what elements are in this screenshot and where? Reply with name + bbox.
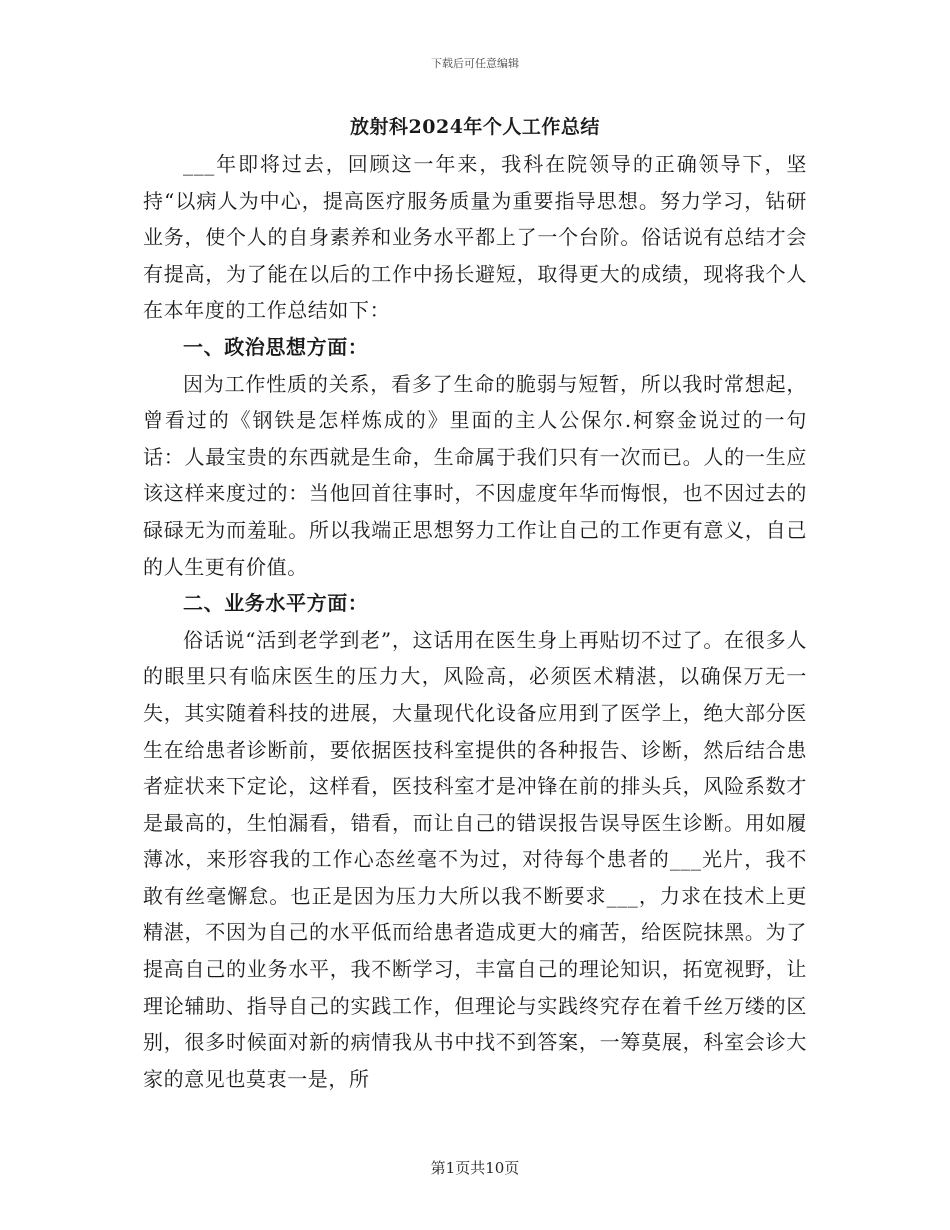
- page-indicator: 第1页共10页: [430, 1159, 520, 1177]
- header-note: 下载后可任意编辑: [431, 57, 519, 70]
- intro-paragraph: ___年即将过去，回顾这一年来，我科在院领导的正确领导下，坚持“以病人为中心，提高医疗服务质量为重要指导思想。努力学习，钻研业务，使个人的自身素养和业务水平都上了一个台阶。俗话说有总结才会有提高，为了能在以后的工作中扬长避短，取得更大的成绩，现将我个人在本年度的工作总结如下：: [143, 152, 807, 323]
- section-paragraph-professional: 俗话说“活到老学到老”，这话用在医生身上再贴切不过了。在很多人的眼里只有临床医生的压力大，风险高，必须医术精湛，以确保万无一失，其实随着科技的进展，大量现代化设备应用到了医学上，绝大部分医生在给患者诊断前，要依据医技科室提供的各种报告、诊断，然后结合患者症状来下定论，这样看，医技科室才是冲锋在前的排头兵，风险系数才是最高的，生怕漏看，错看，而让自己的错误报告误导医生诊断。用如履薄冰，来形容我的工作心态丝毫不为过，对待每个患者的___光片，我不敢有丝毫懈怠。也正是因为压力大所以我不断要求___，力求在技术上更精湛，不因为自己的水平低而给患者造成更大的痛苦，给医院抹黑。为了提高自己的业务水平，我不断学习，丰富自己的理论知识，拓宽视野，让理论辅助、指导自己的实践工作，但理论与实践终究存在着千丝万缕的区别，很多时候面对新的病情我从书中找不到答案，一筹莫展，科室会诊大家的意见也莫衷一是，所: [143, 627, 807, 1091]
- section-heading-professional: 二、业务水平方面：: [183, 591, 369, 616]
- document-body: [143, 146, 807, 1097]
- section-heading-political: 一、政治思想方面：: [183, 334, 369, 359]
- document-title: 放射科2024年个人工作总结: [350, 116, 600, 138]
- section-paragraph-political: 因为工作性质的关系，看多了生命的脆弱与短暂，所以我时常想起，曾看过的《钢铁是怎样炼成的》里面的主人公保尔.柯察金说过的一句话：人最宝贵的东西就是生命，生命属于我们只有一次而已。人的一生应该这样来度过的：当他回首往事时，不因虚度年华而悔恨，也不因过去的碌碌无为而羞耻。所以我端正思想努力工作让自己的工作更有意义，自己的人生更有价值。: [143, 371, 807, 579]
